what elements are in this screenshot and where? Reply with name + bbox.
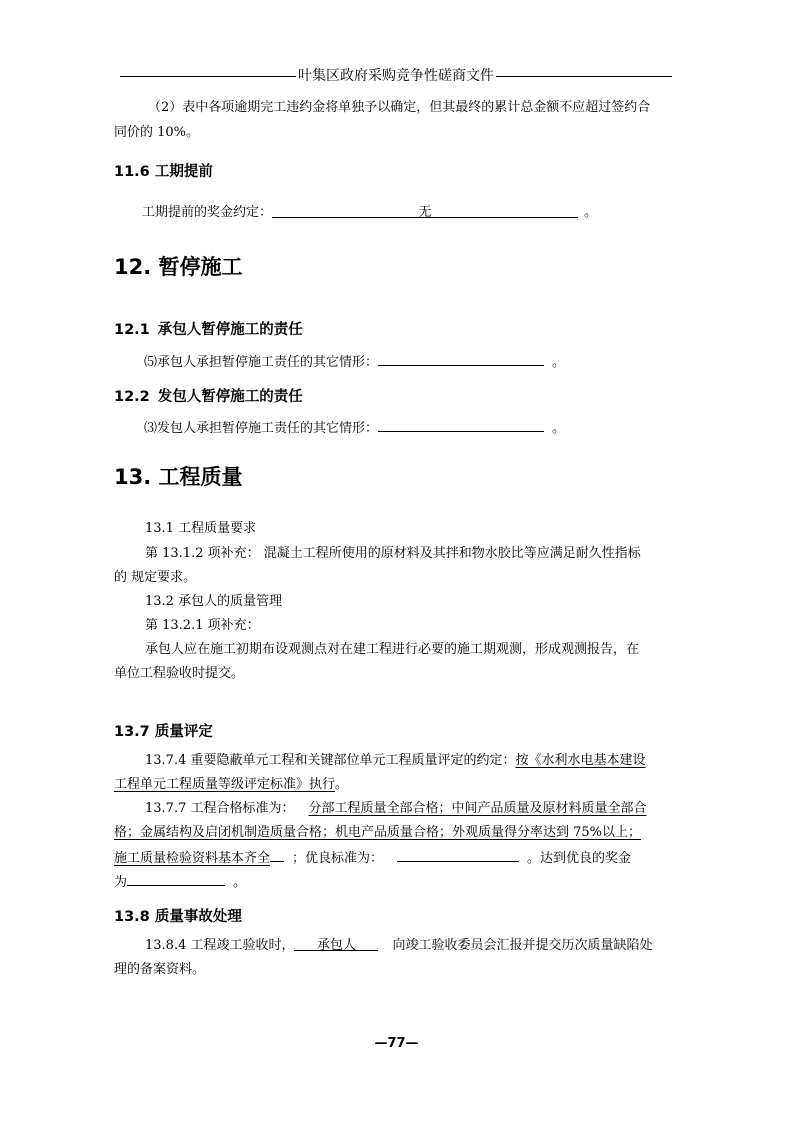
observation-text-line1: 承包人应在施工初期布设观测点对在建工程进行必要的施工期观测，形成观测报告，在	[145, 642, 640, 657]
section-13-heading: 13. 工程质量	[114, 465, 243, 489]
penalty-note-line2: 同价的 10%。	[114, 125, 200, 140]
employer-suspension-item	[144, 415, 565, 441]
section-13-8-heading: 13.8 质量事故处理	[114, 909, 242, 925]
clause-13-7-7-prefix: 13.7.7 工程合格标准为：	[145, 801, 295, 816]
header-rule-left	[120, 76, 296, 77]
section-11-6-heading: 11.6 工期提前	[114, 164, 213, 180]
qualified-standard-part3: 施工质量检验资料基本齐全	[114, 851, 271, 866]
section-12-1-heading	[114, 319, 303, 341]
clause-13-7-7-line4	[114, 869, 246, 895]
early-completion-end: 。	[584, 205, 598, 220]
clause-13-7-7-line3	[114, 845, 631, 871]
clause-13-7-4-standard-part1: 按《水利水电基本建设	[515, 753, 646, 768]
section-13-7-heading: 13.7 质量评定	[114, 724, 213, 740]
observation-text-line2: 单位工程验收时提交。	[114, 666, 245, 681]
clause-13-8-4-party: 承包人	[294, 934, 378, 951]
section-12-2-number: 12.2	[114, 389, 150, 405]
clause-13-7-4-prefix: 13.7.4 重要隐蔽单元工程和关键部位单元工程质量评定的约定：	[145, 753, 516, 768]
section-12-1-title: 承包人暂停施工的责任	[157, 322, 303, 338]
clause-13-8-4-prefix: 13.8.4 工程竣工验收时，	[145, 938, 295, 953]
clause-13-7-4-line1	[145, 749, 646, 773]
clause-13-7-4-line2	[114, 773, 348, 797]
employer-suspension-label: ⑶发包人承担暂停施工责任的其它情形：	[144, 421, 379, 436]
section-12-1-number: 12.1	[114, 322, 150, 338]
excellent-bonus-prefix: 为	[114, 875, 128, 890]
early-completion-value: 无	[272, 201, 578, 218]
clause-13-7-7-line1	[145, 797, 647, 821]
clause-13-7-7-line2	[114, 821, 641, 845]
section-12-heading: 12. 暂停施工	[114, 255, 243, 279]
excellent-standard-label: ；优良标准为：	[292, 851, 384, 866]
excellent-standard-blank	[397, 845, 519, 862]
excellent-bonus-label: 。达到优良的奖金	[527, 851, 632, 866]
clause-13-7-4-end: 。	[335, 777, 349, 792]
section-12-2-title: 发包人暂停施工的责任	[157, 389, 303, 405]
employer-suspension-blank	[378, 415, 544, 432]
clause-13-2-1: 第 13.2.1 项补充：	[145, 618, 260, 633]
qualified-standard-underline-tail	[270, 845, 284, 862]
clause-13-1-2-line2: 的 规定要求。	[114, 570, 197, 585]
clause-13-8-4-line2: 理的备案资料。	[114, 962, 206, 977]
contractor-suspension-end: 。	[552, 355, 566, 370]
clause-13-8-4-text: 向竣工验收委员会汇报并提交历次质量缺陷处	[392, 938, 653, 953]
section-13-2-title: 13.2 承包人的质量管理	[145, 594, 283, 609]
penalty-note-line1: （2）表中各项逾期完工违约金将单独予以确定，但其最终的累计总金额不应超过签约合	[148, 100, 651, 115]
clause-13-7-4-standard-part2: 工程单元工程质量等级评定标准》执行	[114, 777, 336, 792]
running-header	[120, 66, 672, 86]
early-completion-label: 工期提前的奖金约定：	[142, 205, 273, 220]
section-13-1-title: 13.1 工程质量要求	[145, 521, 257, 536]
qualified-standard-part1: 分部工程质量全部合格；中间产品质量及原材料质量全部合	[308, 801, 647, 816]
contractor-suspension-label: ⑸承包人承担暂停施工责任的其它情形：	[144, 355, 379, 370]
employer-suspension-end: 。	[552, 421, 566, 436]
contractor-suspension-blank	[378, 349, 544, 366]
early-completion-bonus	[142, 201, 597, 225]
clause-13-1-2-line1: 第 13.1.2 项补充： 混凝土工程所使用的原材料及其拌和物水胶比等应满足耐久性指标	[145, 546, 641, 561]
section-12-2-heading	[114, 386, 303, 408]
header-rule-right	[496, 76, 672, 77]
page-number: —77—	[374, 1036, 419, 1051]
excellent-bonus-end: 。	[233, 875, 247, 890]
excellent-bonus-blank	[127, 869, 225, 886]
contractor-suspension-item	[144, 349, 565, 375]
qualified-standard-part2: 格；金属结构及启闭机制造质量合格；机电产品质量合格；外观质量得分率达到 75%以上；	[114, 825, 642, 840]
clause-13-8-4-line1	[145, 934, 653, 958]
header-title: 叶集区政府采购竞争性磋商文件	[298, 68, 494, 84]
